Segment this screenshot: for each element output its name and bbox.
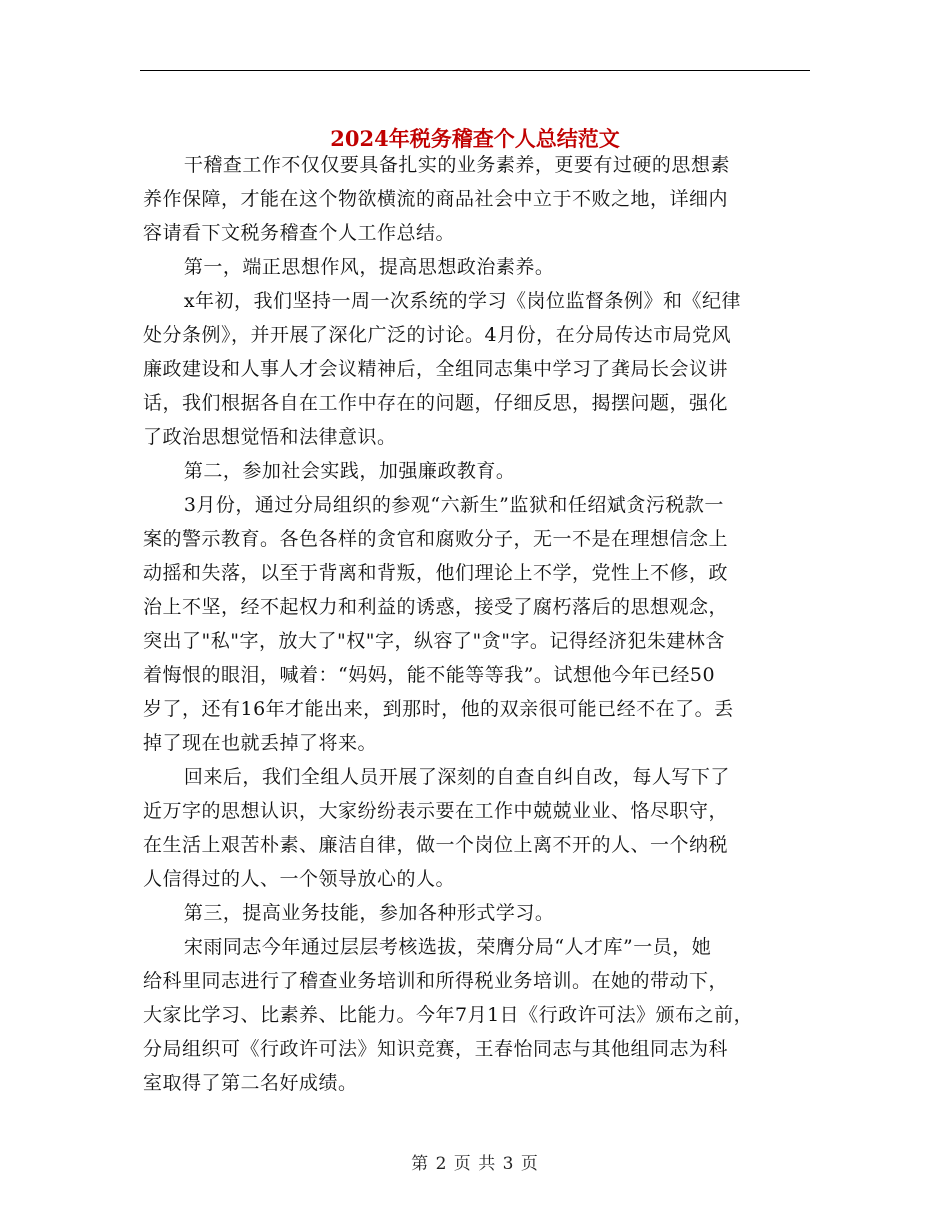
document-title: 2024年税务稽查个人总结范文 (330, 126, 620, 152)
page-number: 第 2 页 共 3 页 (411, 1154, 539, 1174)
section-heading (143, 454, 815, 488)
document-body (143, 148, 815, 1100)
text-line: 案的警示教育。各色各样的贪官和腐败分子，无一不是在理想信念上 (143, 528, 729, 550)
text-line: 容请看下文税务稽查个人工作总结。 (143, 222, 456, 244)
text-line: 近万字的思想认识，大家纷纷表示要在工作中兢兢业业、恪尽职守， (143, 800, 729, 822)
text-line: 第一，端正思想作风，提高思想政治素养。 (183, 256, 555, 278)
text-line: 突出了"私"字，放大了"权"字，纵容了"贪"字。记得经济犯朱建林含 (143, 630, 725, 652)
text-line: 着悔恨的眼泪，喊着：“妈妈，能不能等等我”。试想他今年已经50 (143, 664, 716, 686)
text-line: 第三，提高业务技能，参加各种形式学习。 (183, 902, 555, 924)
paragraph (143, 488, 815, 760)
text-line: 掉了现在也就丢掉了将来。 (143, 732, 378, 754)
text-line: 室取得了第二名好成绩。 (143, 1072, 358, 1094)
text-line: 廉政建设和人事人才会议精神后，全组同志集中学习了龚局长会议讲 (143, 358, 729, 380)
paragraph (143, 284, 815, 454)
text-line: 干稽查工作不仅仅要具备扎实的业务素养，更要有过硬的思想素 (183, 154, 730, 176)
text-line: 治上不坚，经不起权力和利益的诱惑，接受了腐朽落后的思想观念， (143, 596, 729, 618)
text-line: 动摇和失落，以至于背离和背叛，他们理论上不学，党性上不修，政 (143, 562, 729, 584)
text-line: 在生活上艰苦朴素、廉洁自律，做一个岗位上离不开的人、一个纳税 (143, 834, 729, 856)
text-line: 处分条例》，并开展了深化广泛的讨论。4月份，在分局传达市局党风 (143, 324, 732, 346)
text-line: 岁了，还有16年才能出来，到那时，他的双亲很可能已经不在了。丢 (143, 698, 734, 720)
text-line: 人信得过的人、一个领导放心的人。 (143, 868, 456, 890)
paragraph (143, 148, 815, 250)
text-line: 第二，参加社会实践，加强廉政教育。 (183, 460, 516, 482)
text-line: 回来后，我们全组人员开展了深刻的自查自纠自改，每人写下了 (183, 766, 730, 788)
text-line: 话，我们根据各自在工作中存在的问题，仔细反思，揭摆问题，强化 (143, 392, 729, 414)
section-heading (143, 896, 815, 930)
text-line: 宋雨同志今年通过层层考核选拔，荣膺分局“人才库”一员，她 (183, 936, 712, 958)
text-line: 给科里同志进行了稽查业务培训和所得税业务培训。在她的带动下， (143, 970, 729, 992)
text-line: 养作保障，才能在这个物欲横流的商品社会中立于不败之地，详细内 (143, 188, 729, 210)
text-line: 大家比学习、比素养、比能力。今年7月1日《行政许可法》颁布之前， (143, 1004, 754, 1026)
text-line: x年初，我们坚持一周一次系统的学习《岗位监督条例》和《纪律 (183, 290, 742, 312)
paragraph (143, 930, 815, 1100)
header-rule (140, 70, 810, 71)
text-line: 了政治思想觉悟和法律意识。 (143, 426, 397, 448)
paragraph (143, 760, 815, 896)
section-heading (143, 250, 815, 284)
text-line: 分局组织可《行政许可法》知识竞赛，王春怡同志与其他组同志为科 (143, 1038, 729, 1060)
text-line: 3月份，通过分局组织的参观“六新生”监狱和任绍斌贪污税款一 (183, 494, 724, 516)
